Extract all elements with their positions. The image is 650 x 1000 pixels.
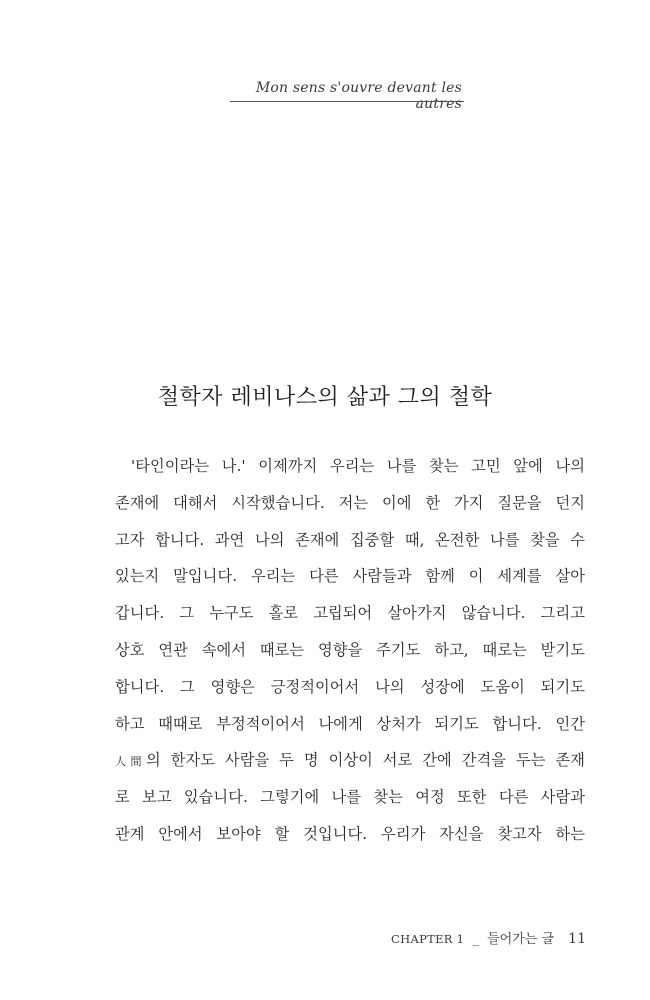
body-text [115, 455, 585, 860]
footer-separator: _ [472, 932, 479, 947]
chapter-label: CHAPTER 1 [391, 932, 465, 946]
page-footer [391, 928, 586, 947]
body-line: 로 보고 있습니다. 그렇기에 나를 찾는 여정 또한 다른 사람과 [115, 788, 585, 807]
chapter-title: 들어가는 글 [487, 932, 555, 947]
page-number: 11 [568, 931, 586, 947]
body-line: 있는지 말입니다. 우리는 다른 사람들과 함께 이 세계를 살아 [115, 567, 585, 586]
body-line-text: 의 한자도 사람을 두 명 이상이 서로 간에 간격을 두는 존재 [146, 751, 585, 770]
body-line: 상호 연관 속에서 때로는 영향을 주기도 하고, 때로는 받기도 [115, 640, 585, 659]
header-rule [230, 101, 464, 102]
body-line: 갑니다. 그 누구도 홀로 고립되어 살아가지 않습니다. 그리고 [115, 604, 585, 623]
body-line-with-hanja [115, 749, 585, 786]
body-line: 존재에 대해서 시작했습니다. 저는 이에 한 가지 질문을 던지 [115, 493, 585, 512]
body-line: 합니다. 그 영향은 긍정적이어서 나의 성장에 도움이 되기도 [115, 677, 585, 696]
section-title: 철학자 레비나스의 삶과 그의 철학 [157, 385, 493, 410]
body-line: 관계 안에서 보아야 할 것입니다. 우리가 자신을 찾고자 하는 [115, 824, 585, 843]
hanja-annotation: 人間 [115, 755, 146, 769]
body-line: 고자 합니다. 과연 나의 존재에 집중할 때, 온전한 나를 찾을 수 [115, 530, 585, 549]
body-line: '타인이라는 나.' 이제까지 우리는 나를 찾는 고민 앞에 나의 [131, 457, 585, 475]
running-header: Mon sens s'ouvre devant les autres [255, 80, 462, 112]
body-line: 하고 때때로 부정적이어서 나에게 상처가 되기도 합니다. 인간 [115, 714, 585, 733]
